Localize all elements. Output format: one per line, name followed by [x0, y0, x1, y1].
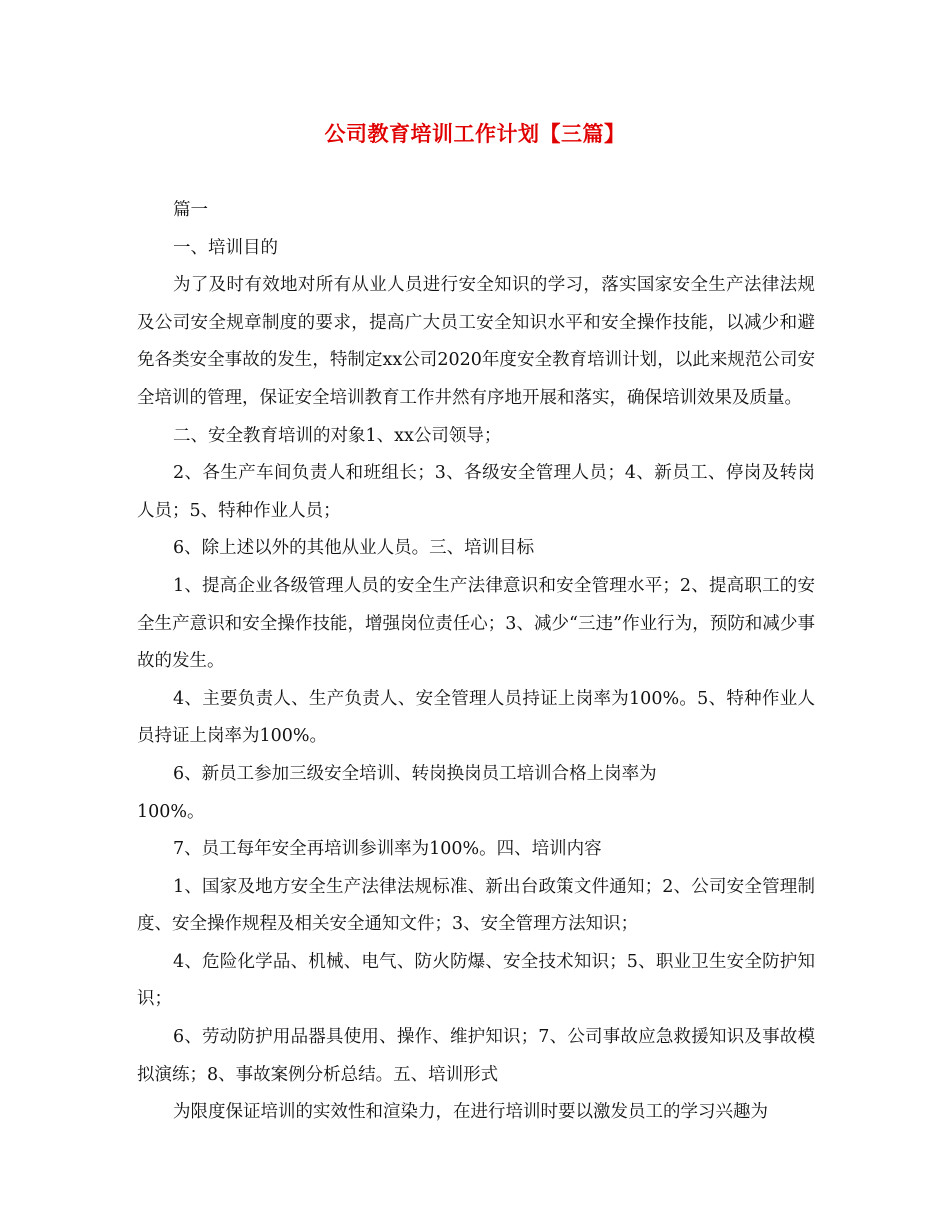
paragraph-form-text: 为限度保证培训的实效性和渲染力，在进行培训时要以激发员工的学习兴趣为: [173, 1102, 768, 1123]
paragraph-heading-purpose: 一、培训目的: [173, 237, 278, 258]
paragraph-targets-6: 6、除上述以外的其他从业人员。三、培训目标: [173, 538, 535, 559]
paragraph-content-6: 6、劳动防护用品器具使用、操作、维护知识；7、公司事故应急救援知识及事故模拟演练；8、事故案例分析总结。五、培训形式: [137, 1027, 815, 1085]
document-title: 公司教育培训工作计划【三篇】: [324, 122, 626, 146]
paragraph-goals-7: 7、员工每年安全再培训参训率为100%。四、培训内容: [173, 839, 602, 860]
paragraph-content-1: 1、国家及地方安全生产法律法规标准、新出台政策文件通知；2、公司安全管理制度、安全操作规程及相关安全通知文件；3、安全管理方法知识；: [137, 876, 815, 935]
paragraph-goals-4: 4、主要负责人、生产负责人、安全管理人员持证上岗率为100%。5、特种作业人员持证上岗率为100%。: [137, 688, 815, 747]
paragraph-goals-6-cont: 100%。: [137, 801, 205, 822]
paragraph-targets-1: 二、安全教育培训的对象1、xx公司领导；: [173, 425, 502, 446]
paragraph-goals-6: 6、新员工参加三级安全培训、转岗换岗员工培训合格上岗率为: [173, 763, 657, 784]
document-body: [137, 192, 815, 1132]
paragraph-content-4: 4、危险化学品、机械、电气、防火防爆、安全技术知识；5、职业卫生安全防护知识；: [137, 951, 815, 1010]
paragraph-purpose-text: 为了及时有效地对所有从业人员进行安全知识的学习，落实国家安全生产法律法规及公司安全规章制度的要求，提高广大员工安全知识水平和安全操作技能，以减少和避免各类安全事故的发生，特制定xx公司2020年度安全教育培训计划，以此来规范公司安全培训的管理，保证安全培训教育工作井然有序地开展和落实，确保培训效果及质量。: [137, 275, 815, 408]
paragraph-targets-2: 2、各生产车间负责人和班组长；3、各级安全管理人员；4、新员工、停岗及转岗人员；5、特种作业人员；: [137, 463, 815, 521]
paragraph-goals-1: 1、提高企业各级管理人员的安全生产法律意识和安全管理水平；2、提高职工的安全生产意识和安全操作技能，增强岗位责任心；3、减少“三违”作业行为，预防和减少事故的发生。: [137, 575, 815, 672]
paragraph-section-heading: 篇一: [173, 200, 208, 220]
